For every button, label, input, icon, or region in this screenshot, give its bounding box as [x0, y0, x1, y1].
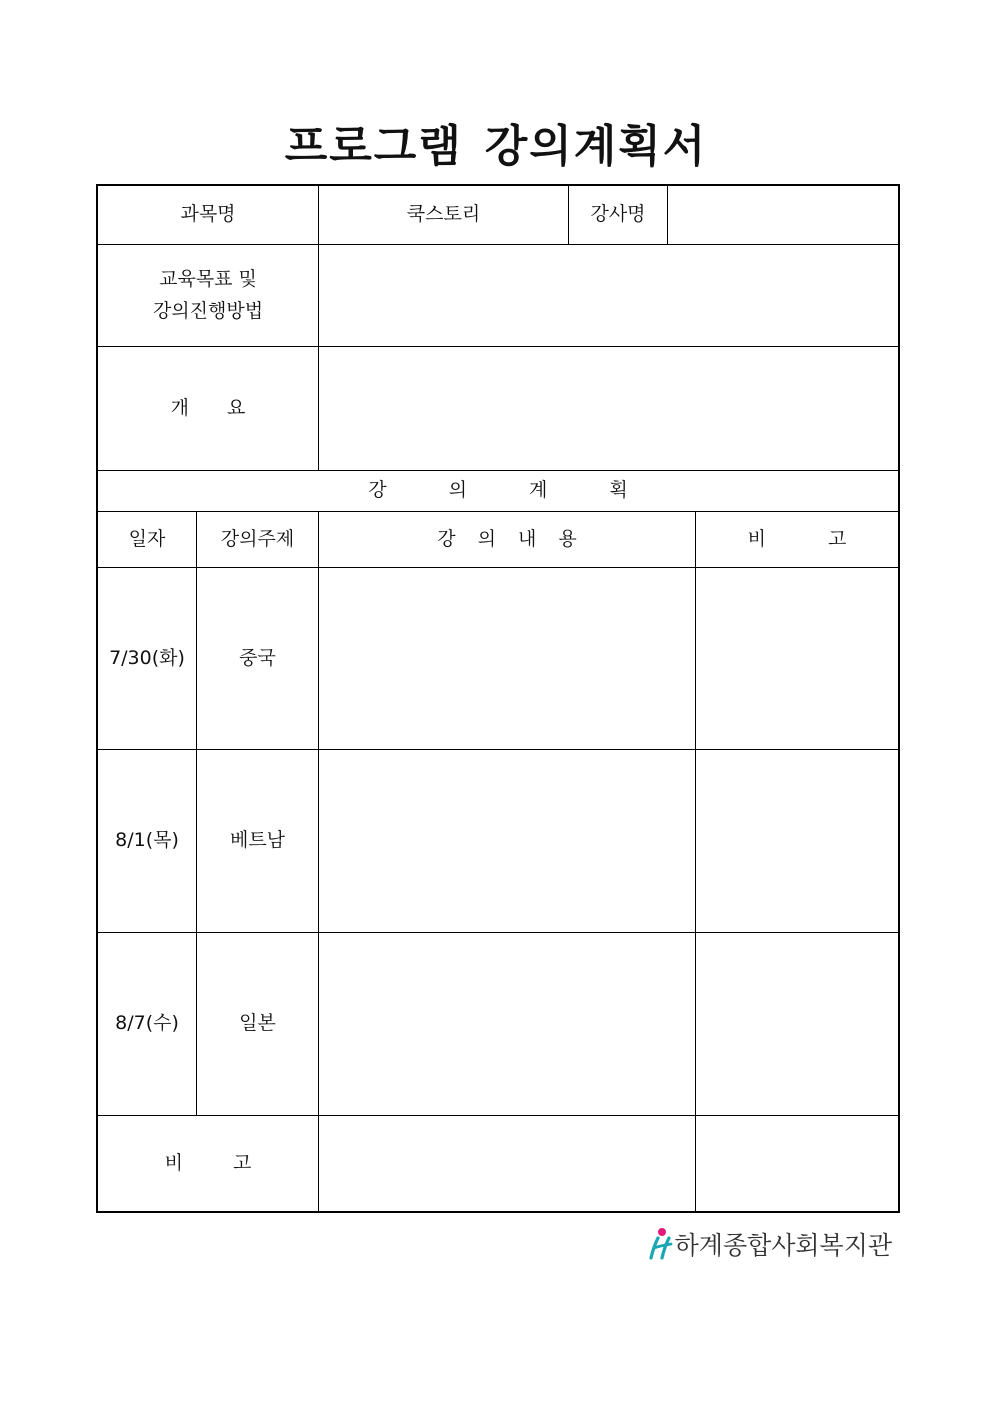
remarks-note[interactable] — [696, 1116, 898, 1211]
organization-logo-icon — [647, 1227, 675, 1261]
row-3-content[interactable] — [319, 933, 695, 1115]
section-title-char: 강 — [368, 479, 387, 502]
column-topic: 강의주제 — [220, 527, 295, 550]
instructor-label: 강사명 — [590, 203, 646, 226]
title-part-2: 강의계획서 — [484, 121, 708, 172]
lecture-plan-table — [96, 184, 900, 1213]
column-note-char: 고 — [828, 527, 847, 550]
overview-label — [98, 347, 318, 470]
section-title-char: 의 — [448, 479, 467, 502]
organization-name: 하계종합사회복지관 — [674, 1231, 892, 1260]
subject-value[interactable]: 쿡스토리 — [406, 203, 481, 226]
overview-value[interactable] — [319, 347, 898, 470]
row-2-note[interactable] — [696, 750, 898, 932]
row-3-note[interactable] — [696, 933, 898, 1115]
remarks-label-char: 고 — [233, 1151, 252, 1174]
organization-footer — [647, 1226, 892, 1262]
row-1-content[interactable] — [319, 568, 695, 749]
row-2-content[interactable] — [319, 750, 695, 932]
remarks-label-char: 비 — [164, 1151, 183, 1174]
page-title — [0, 110, 992, 174]
goal-label — [98, 245, 318, 346]
title-part-1: 프로그램 — [284, 121, 463, 172]
row-1-topic: 중국 — [239, 646, 276, 669]
row-2-topic: 베트남 — [229, 829, 286, 852]
overview-label-char: 개 — [170, 396, 189, 419]
column-date: 일자 — [128, 527, 166, 550]
section-title-char: 계 — [529, 479, 548, 502]
remarks-label — [98, 1116, 318, 1211]
section-title-char: 획 — [609, 479, 628, 502]
column-content-char: 용 — [558, 527, 577, 550]
subject-label: 과목명 — [180, 203, 236, 226]
column-note-char: 비 — [747, 527, 766, 550]
column-content-char: 의 — [477, 527, 496, 550]
goal-value[interactable] — [319, 245, 898, 346]
row-1-date: 7/30(화) — [109, 646, 185, 669]
plan-section-title — [98, 471, 898, 511]
row-3-topic: 일본 — [239, 1012, 276, 1035]
instructor-value[interactable] — [668, 186, 898, 244]
column-content-char: 강 — [437, 527, 456, 550]
column-content-char: 내 — [518, 527, 537, 550]
goal-label-line2: 강의진행방법 — [152, 299, 264, 322]
goal-label-line1: 교육목표 및 — [159, 268, 257, 291]
row-3-date: 8/7(수) — [115, 1012, 179, 1035]
remarks-value[interactable] — [319, 1116, 695, 1211]
column-content — [319, 512, 695, 567]
row-2-date: 8/1(목) — [115, 829, 179, 852]
row-1-note[interactable] — [696, 568, 898, 749]
overview-label-char: 요 — [227, 396, 246, 419]
column-note — [696, 512, 898, 567]
